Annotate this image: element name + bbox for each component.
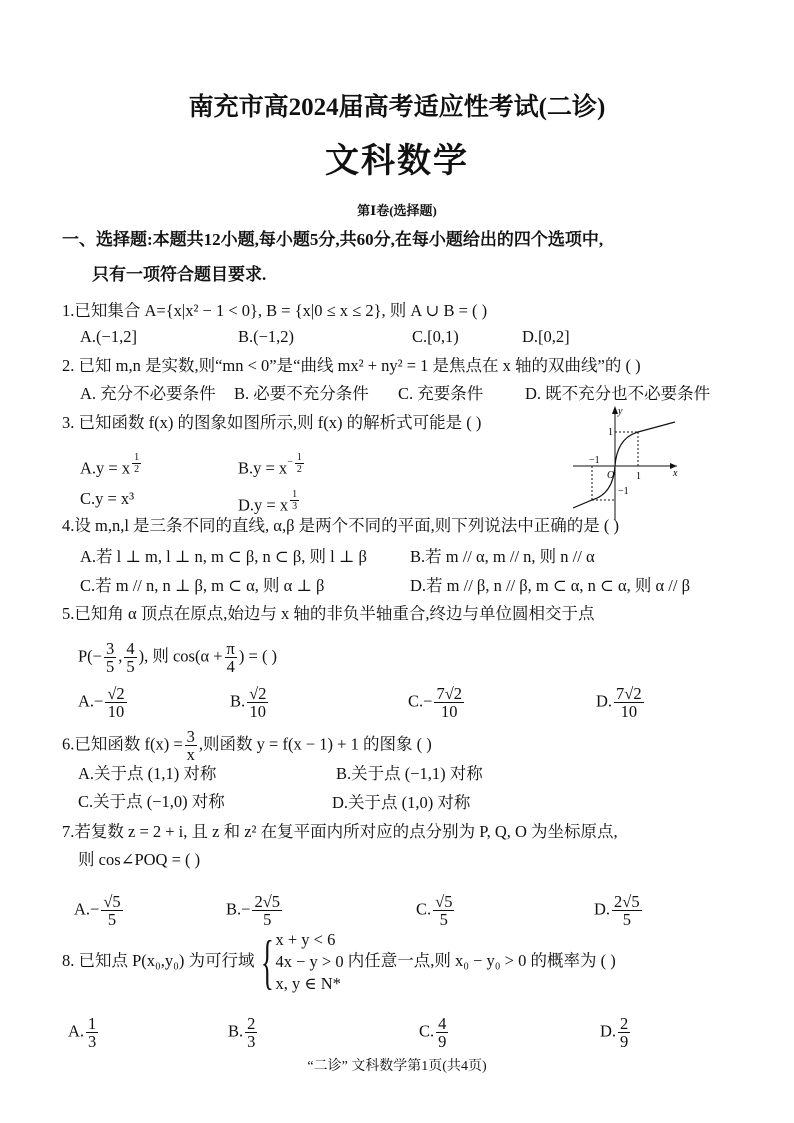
exponent xyxy=(130,452,143,475)
section-instructions: 一、选择题:本题共12小题,每小题5分,共60分,在每小题给出的四个选项中, xyxy=(62,230,604,249)
text: P(− xyxy=(78,646,102,666)
numerator: √5 xyxy=(435,892,453,911)
option-label: B. xyxy=(230,691,246,711)
denominator: 3 xyxy=(292,501,298,512)
q2-option-c: C. 充要条件 xyxy=(398,384,484,403)
numerator: √5 xyxy=(103,892,121,911)
q7-option-c xyxy=(416,893,456,928)
exam-title: 南充市高2024届高考适应性考试(二诊) xyxy=(188,94,606,121)
text: 6.已知函数 f(x) = xyxy=(62,734,183,754)
sign: − xyxy=(287,456,293,468)
q8-option-c xyxy=(419,1015,450,1050)
question-7-stem-2: 则 cos∠POQ = ( ) xyxy=(78,850,201,869)
denominator: 3 xyxy=(88,1032,97,1051)
numerator: 1 xyxy=(292,489,298,500)
constraint-system xyxy=(259,929,344,995)
denominator: 5 xyxy=(622,910,631,929)
numerator: 4 xyxy=(438,1014,447,1033)
q4-option-c: C.若 m // n, n ⊥ β, m ⊂ α, 则 α ⊥ β xyxy=(80,576,325,595)
question-7-stem: 7.若复数 z = 2 + i, 且 z 和 z² 在复平面内所对应的点分别为 P, Q, O 为坐标原点, xyxy=(62,822,618,841)
q1-option-d: D.[0,2] xyxy=(522,327,570,346)
numerator: 1 xyxy=(134,452,140,463)
text: 8. 已知点 P(x₀,y₀) 为可行域 xyxy=(62,951,255,970)
q2-option-d: D. 既不充分也不必要条件 xyxy=(525,384,711,403)
subject-title: 文科数学 xyxy=(325,143,469,180)
page-footer: “二诊” 文科数学第1页(共4页) xyxy=(307,1059,487,1074)
q7-option-d xyxy=(594,893,644,928)
y-tick-neg1: −1 xyxy=(618,486,629,497)
brace: { xyxy=(260,929,274,996)
x-label: x xyxy=(673,468,678,479)
option-label: A.− xyxy=(74,899,100,919)
x-tick-neg1: −1 xyxy=(589,455,600,466)
text: 内任意一点,则 x₀ − y₀ > 0 的概率为 ( ) xyxy=(347,951,616,970)
q1-option-b: B.(−1,2) xyxy=(238,327,295,346)
option-text: B.y = x xyxy=(238,458,288,478)
denominator: 9 xyxy=(438,1032,447,1051)
denominator: 2 xyxy=(296,464,302,475)
constraint: x + y < 6 xyxy=(275,930,336,950)
q5-option-d xyxy=(596,685,646,720)
numerator: 1 xyxy=(296,452,302,463)
q5-option-c xyxy=(408,685,466,720)
option-text: A.y = x xyxy=(80,458,131,478)
denominator: 10 xyxy=(249,702,267,721)
question-3-stem: 3. 已知函数 f(x) 的图象如图所示,则 f(x) 的解析式可能是 ( ) xyxy=(62,413,482,432)
option-label: D. xyxy=(600,1021,617,1041)
constraint: x, y ∈ N* xyxy=(275,974,341,994)
x-tick-1: 1 xyxy=(636,471,641,482)
q2-option-a: A. 充分不必要条件 xyxy=(80,384,216,403)
denominator: 5 xyxy=(126,657,135,676)
q8-option-b xyxy=(228,1015,259,1050)
denominator: 5 xyxy=(105,657,115,676)
numerator: 7√2 xyxy=(436,684,462,703)
q5-option-b xyxy=(230,685,270,720)
numerator: 2 xyxy=(247,1014,256,1033)
q2-option-b: B. 必要不充分条件 xyxy=(234,384,369,403)
text: ), 则 cos(α + xyxy=(138,646,223,666)
q4-option-a: A.若 l ⊥ m, l ⊥ n, m ⊂ β, n ⊂ β, 则 l ⊥ β xyxy=(80,547,367,566)
part-title: 第Ⅰ卷(选择题) xyxy=(357,203,437,218)
denominator: 5 xyxy=(439,910,448,929)
q6-option-b: B.关于点 (−1,1) 对称 xyxy=(336,764,483,783)
numerator: 4 xyxy=(126,639,135,658)
option-text: D.y = x xyxy=(238,495,289,515)
q1-option-a: A.(−1,2] xyxy=(80,327,137,346)
q8-option-a xyxy=(68,1015,100,1050)
section-instructions-2: 只有一项符合题目要求. xyxy=(92,265,267,284)
question-6-stem xyxy=(62,728,432,763)
q6-option-d: D.关于点 (1,0) 对称 xyxy=(332,793,471,812)
option-label: A. xyxy=(68,1021,85,1041)
denominator: 5 xyxy=(107,910,117,929)
q7-option-a xyxy=(74,893,125,928)
denominator: 2 xyxy=(134,464,140,475)
numerator: 2 xyxy=(620,1014,629,1033)
y-label: y xyxy=(618,406,623,417)
q3-option-c: C.y = x³ xyxy=(80,489,135,508)
denominator: 10 xyxy=(107,702,125,721)
option-label: B.− xyxy=(226,899,251,919)
q3-option-b xyxy=(238,452,306,478)
option-label: A.− xyxy=(78,691,104,711)
question-2-stem: 2. 已知 m,n 是实数,则“mn < 0”是“曲线 mx² + ny² = 1 是焦点在 x 轴的双曲线”的 ( ) xyxy=(62,356,641,375)
option-label: C. xyxy=(419,1021,435,1041)
numerator: 3 xyxy=(105,639,115,658)
numerator: 1 xyxy=(88,1014,97,1033)
text: , xyxy=(118,646,123,666)
numerator: 3 xyxy=(186,727,195,746)
denominator: 10 xyxy=(440,702,458,721)
denominator: 3 xyxy=(247,1032,256,1051)
numerator: π xyxy=(226,639,235,658)
denominator: 9 xyxy=(620,1032,629,1051)
question-5-stem: 5.已知角 α 顶点在原点,始边与 x 轴的非负半轴重合,终边与单位圆相交于点 xyxy=(62,604,595,623)
text: ,则函数 y = f(x − 1) + 1 的图象 ( ) xyxy=(198,734,432,754)
question-4-stem: 4.设 m,n,l 是三条不同的直线, α,β 是两个不同的平面,则下列说法中正确的是 ( ) xyxy=(62,516,619,535)
numerator: √2 xyxy=(249,684,267,703)
q3-option-a xyxy=(80,452,143,478)
exponent xyxy=(287,452,306,475)
q1-option-c: C.[0,1) xyxy=(412,327,459,346)
question-1-stem: 1.已知集合 A={x|x² − 1 < 0}, B = {x|0 ≤ x ≤ 2}, 则 A ∪ B = ( ) xyxy=(62,301,488,320)
text: ) = ( ) xyxy=(238,646,278,666)
q6-option-a: A.关于点 (1,1) 对称 xyxy=(78,764,217,783)
option-label: D. xyxy=(594,899,611,919)
denominator: x xyxy=(186,745,195,764)
q7-option-b xyxy=(226,893,284,928)
q4-option-b: B.若 m // α, m // n, 则 n // α xyxy=(410,547,595,566)
numerator: 7√2 xyxy=(616,684,642,703)
function-graph xyxy=(565,402,685,520)
denominator: 10 xyxy=(620,702,638,721)
origin-label: O xyxy=(607,470,615,481)
question-8-stem xyxy=(62,928,616,994)
constraint: 4x − y > 0 xyxy=(275,952,344,972)
q8-option-d xyxy=(600,1015,632,1050)
q4-option-d: D.若 m // β, n // β, m ⊂ α, n ⊂ α, 则 α // β xyxy=(410,576,690,595)
option-label: B. xyxy=(228,1021,244,1041)
numerator: 2√5 xyxy=(254,892,280,911)
exponent xyxy=(288,489,301,512)
y-tick-1: 1 xyxy=(608,427,613,438)
question-5-stem-2 xyxy=(78,640,277,675)
numerator: 2√5 xyxy=(614,892,640,911)
numerator: √2 xyxy=(107,684,125,703)
option-label: C. xyxy=(416,899,432,919)
option-label: D. xyxy=(596,691,613,711)
q5-option-a xyxy=(78,685,129,720)
denominator: 5 xyxy=(263,910,272,929)
q6-option-c: C.关于点 (−1,0) 对称 xyxy=(78,792,225,811)
denominator: 4 xyxy=(226,657,235,676)
q3-option-d xyxy=(238,489,301,515)
option-label: C.− xyxy=(408,691,433,711)
